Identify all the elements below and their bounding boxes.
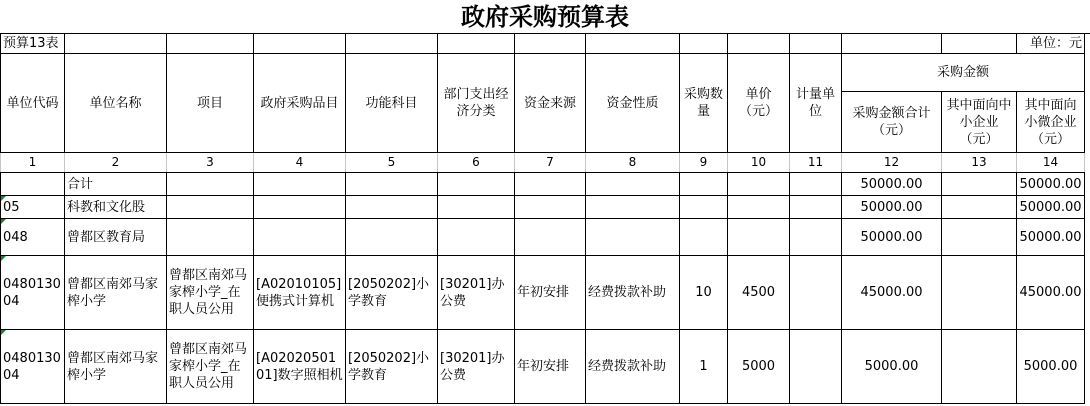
table-meta-row bbox=[1, 34, 1085, 54]
cell-price[interactable] bbox=[728, 173, 790, 196]
table-code[interactable]: 预算13表 bbox=[1, 34, 65, 54]
cell-sme[interactable] bbox=[942, 330, 1017, 404]
cell-nature[interactable]: 经费拨款补助 bbox=[586, 256, 680, 330]
cell-qty[interactable] bbox=[680, 219, 728, 256]
cell-total[interactable]: 50000.00 bbox=[842, 219, 942, 256]
cell-price[interactable]: 4500 bbox=[728, 256, 790, 330]
cell-sme[interactable] bbox=[942, 256, 1017, 330]
cell-econ[interactable] bbox=[438, 196, 515, 219]
cell-sme[interactable] bbox=[942, 196, 1017, 219]
cell-measure[interactable] bbox=[790, 196, 842, 219]
table-row bbox=[1, 196, 1085, 219]
col-number[interactable]: 7 bbox=[515, 153, 586, 173]
col-number[interactable]: 9 bbox=[680, 153, 728, 173]
cell-func[interactable] bbox=[346, 173, 438, 196]
cell-func[interactable]: [2050202]小学教育 bbox=[346, 330, 438, 404]
cell-nature[interactable] bbox=[586, 196, 680, 219]
table-row bbox=[1, 219, 1085, 256]
cell-unit-code[interactable]: 048013004 bbox=[1, 256, 65, 330]
header-procurement-item[interactable]: 政府采购品目 bbox=[254, 54, 346, 153]
column-number-row bbox=[1, 153, 1085, 173]
cell-micro[interactable]: 5000.00 bbox=[1017, 330, 1085, 404]
cell-micro[interactable]: 50000.00 bbox=[1017, 196, 1085, 219]
cell-unit-name[interactable]: 曾都区南郊马家榨小学 bbox=[65, 330, 167, 404]
cell-sme[interactable] bbox=[942, 173, 1017, 196]
cell-nature[interactable] bbox=[586, 173, 680, 196]
cell[interactable] bbox=[438, 34, 515, 54]
header-function-subject[interactable]: 功能科目 bbox=[346, 54, 438, 153]
cell-source[interactable]: 年初安排 bbox=[515, 256, 586, 330]
col-number[interactable]: 8 bbox=[586, 153, 680, 173]
table-row bbox=[1, 330, 1085, 404]
cell-nature[interactable]: 经费拨款补助 bbox=[586, 330, 680, 404]
cell-econ[interactable]: [30201]办公费 bbox=[438, 330, 515, 404]
cell-price[interactable]: 5000 bbox=[728, 330, 790, 404]
cell-project[interactable] bbox=[167, 219, 254, 256]
cell-micro[interactable]: 45000.00 bbox=[1017, 256, 1085, 330]
cell[interactable] bbox=[254, 34, 346, 54]
header-amount-total[interactable]: 采购金额合计（元） bbox=[842, 92, 942, 153]
col-number[interactable]: 5 bbox=[346, 153, 438, 173]
cell-unit-code[interactable] bbox=[1, 173, 65, 196]
cell-sme[interactable] bbox=[942, 219, 1017, 256]
cell-project[interactable] bbox=[167, 196, 254, 219]
cell-source[interactable] bbox=[515, 219, 586, 256]
cell-measure[interactable] bbox=[790, 219, 842, 256]
header-row-1 bbox=[1, 54, 1085, 92]
cell[interactable] bbox=[586, 34, 680, 54]
cell-price[interactable] bbox=[728, 196, 790, 219]
cell-micro[interactable]: 50000.00 bbox=[1017, 219, 1085, 256]
cell[interactable] bbox=[728, 34, 790, 54]
cell-unit-name[interactable]: 合计 bbox=[65, 173, 167, 196]
header-amount-group[interactable]: 采购金额 bbox=[842, 54, 1085, 92]
cell-micro[interactable]: 50000.00 bbox=[1017, 173, 1085, 196]
cell-unit-name[interactable]: 曾都区南郊马家榨小学 bbox=[65, 256, 167, 330]
cell-item[interactable] bbox=[254, 196, 346, 219]
cell-item[interactable] bbox=[254, 173, 346, 196]
cell-measure[interactable] bbox=[790, 330, 842, 404]
cell-source[interactable] bbox=[515, 173, 586, 196]
page-title: 政府采购预算表 bbox=[0, 0, 1090, 34]
header-fund-nature[interactable]: 资金性质 bbox=[586, 54, 680, 153]
cell-measure[interactable] bbox=[790, 173, 842, 196]
unit-label[interactable]: 单位：元 bbox=[1017, 34, 1085, 54]
cell[interactable] bbox=[942, 34, 1017, 54]
table-row bbox=[1, 173, 1085, 196]
col-number[interactable]: 6 bbox=[438, 153, 515, 173]
cell-price[interactable] bbox=[728, 219, 790, 256]
cell-func[interactable]: [2050202]小学教育 bbox=[346, 256, 438, 330]
cell[interactable] bbox=[515, 34, 586, 54]
cell-project[interactable]: 曾都区南郊马家榨小学_在职人员公用 bbox=[167, 330, 254, 404]
cell-item[interactable]: [A0202050101]数字照相机 bbox=[254, 330, 346, 404]
header-unit-name[interactable]: 单位名称 bbox=[65, 54, 167, 153]
cell-measure[interactable] bbox=[790, 256, 842, 330]
cell-func[interactable] bbox=[346, 196, 438, 219]
col-number[interactable]: 13 bbox=[942, 153, 1017, 173]
header-dept-econ-class[interactable]: 部门支出经济分类 bbox=[438, 54, 515, 153]
cell-unit-code[interactable]: 048013004 bbox=[1, 330, 65, 404]
cell[interactable] bbox=[346, 34, 438, 54]
cell-item[interactable]: [A02010105]便携式计算机 bbox=[254, 256, 346, 330]
col-number[interactable]: 10 bbox=[728, 153, 790, 173]
cell-func[interactable] bbox=[346, 219, 438, 256]
cell-source[interactable] bbox=[515, 196, 586, 219]
col-number[interactable]: 14 bbox=[1017, 153, 1085, 173]
header-measure-unit[interactable]: 计量单位 bbox=[790, 54, 842, 153]
col-number[interactable]: 11 bbox=[790, 153, 842, 173]
header-fund-source[interactable]: 资金来源 bbox=[515, 54, 586, 153]
col-number[interactable]: 3 bbox=[167, 153, 254, 173]
cell[interactable] bbox=[790, 34, 842, 54]
cell-unit-code[interactable]: 048 bbox=[1, 219, 65, 256]
cell-total[interactable]: 50000.00 bbox=[842, 196, 942, 219]
header-amount-micro[interactable]: 其中面向小微企业（元） bbox=[1017, 92, 1085, 153]
cell[interactable] bbox=[65, 34, 167, 54]
cell[interactable] bbox=[680, 34, 728, 54]
header-project[interactable]: 项目 bbox=[167, 54, 254, 153]
cell-source[interactable]: 年初安排 bbox=[515, 330, 586, 404]
cell-unit-code[interactable]: 05 bbox=[1, 196, 65, 219]
cell-econ[interactable] bbox=[438, 219, 515, 256]
cell-qty[interactable] bbox=[680, 196, 728, 219]
col-number[interactable]: 4 bbox=[254, 153, 346, 173]
cell[interactable] bbox=[167, 34, 254, 54]
col-number[interactable]: 12 bbox=[842, 153, 942, 173]
cell-project[interactable] bbox=[167, 173, 254, 196]
cell-total[interactable]: 45000.00 bbox=[842, 256, 942, 330]
cell-qty[interactable] bbox=[680, 173, 728, 196]
table-row bbox=[1, 256, 1085, 330]
cell-nature[interactable] bbox=[586, 219, 680, 256]
cell-total[interactable]: 50000.00 bbox=[842, 173, 942, 196]
cell-item[interactable] bbox=[254, 219, 346, 256]
cell-qty[interactable]: 10 bbox=[680, 256, 728, 330]
cell-total[interactable]: 5000.00 bbox=[842, 330, 942, 404]
cell-unit-name[interactable]: 曾都区教育局 bbox=[65, 219, 167, 256]
header-amount-sme[interactable]: 其中面向中小企业（元） bbox=[942, 92, 1017, 153]
cell-econ[interactable]: [30201]办公费 bbox=[438, 256, 515, 330]
header-unit-code[interactable]: 单位代码 bbox=[1, 54, 65, 153]
cell-econ[interactable] bbox=[438, 173, 515, 196]
col-number[interactable]: 2 bbox=[65, 153, 167, 173]
budget-table bbox=[0, 33, 1085, 404]
cell[interactable] bbox=[842, 34, 942, 54]
col-number[interactable]: 1 bbox=[1, 153, 65, 173]
cell-unit-name[interactable]: 科教和文化股 bbox=[65, 196, 167, 219]
cell-project[interactable]: 曾都区南郊马家榨小学_在职人员公用 bbox=[167, 256, 254, 330]
header-quantity[interactable]: 采购数量 bbox=[680, 54, 728, 153]
cell-qty[interactable]: 1 bbox=[680, 330, 728, 404]
header-unit-price[interactable]: 单价（元） bbox=[728, 54, 790, 153]
